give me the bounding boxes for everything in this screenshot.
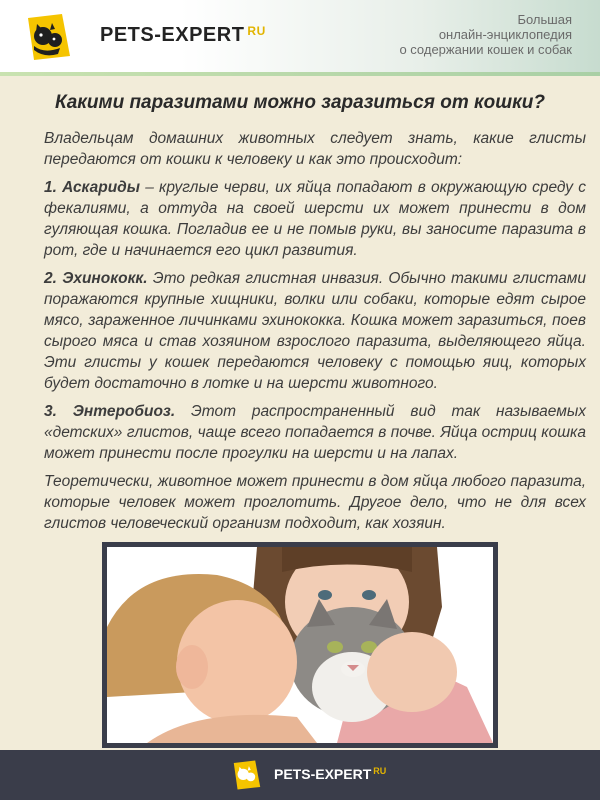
item-separator	[175, 403, 191, 420]
tagline-line: Большая	[517, 12, 572, 27]
article-body	[44, 128, 586, 541]
list-item-ascarids	[44, 177, 586, 261]
site-header	[0, 0, 600, 72]
paw-logo-icon[interactable]	[230, 758, 264, 792]
footer-logo-text[interactable]	[274, 766, 386, 782]
tagline-line: онлайн-энциклопедия	[438, 27, 572, 42]
site-footer	[0, 750, 600, 800]
footer-logo-name: PETS-EXPERT	[274, 766, 372, 782]
children-with-cat-photo	[102, 542, 498, 748]
tagline-line: о содержании кошек и собак	[399, 42, 572, 57]
intro-paragraph: Владельцам домашних животных следует знать, какие глисты передаются от кошки к человеку и как это происходит:	[44, 130, 586, 168]
conclusion-paragraph: Теоретически, животное может принести в дом яйца любого паразита, которые человек может проглотить. Другое дело, что не для всех глистов человеческий организм подходит, как хозяин.	[44, 473, 586, 532]
photo-illustration	[107, 547, 493, 743]
item-text: Этот распространенный вид так называемых «детских» глистов, чаще всего попадается в почве. Яйца остриц кошка может принести после прогулки на шерсти и на лапах.	[44, 403, 586, 462]
logo-name: PETS-EXPERT	[100, 24, 245, 46]
list-item-echinococcus	[44, 268, 586, 394]
list-item-enterobiasis	[44, 401, 586, 464]
article-title: Какими паразитами можно заразиться от кошки?	[55, 92, 545, 113]
site-logo[interactable]	[100, 24, 266, 47]
header-divider	[0, 72, 600, 76]
site-tagline	[332, 12, 572, 57]
item-separator: –	[139, 179, 160, 196]
item-heading: 1. Аскариды	[44, 179, 140, 196]
item-text: Это редкая глистная инвазия. Обычно такими глистами поражаются крупные хищники, волки или собаки, которые едят сырое мясо, зараженное личинками эхинококка. Кошка может заразиться, поев сырого мяса и став хозяином взрослого паразита, выделяющего яйца. Эти глисты у кошек передаются человеку с помощью яиц, которых будет достаточно в лотке и на шерсти животного.	[44, 270, 586, 392]
item-heading: 3. Энтеробиоз.	[44, 403, 176, 420]
logo-suffix: RU	[247, 24, 266, 38]
paw-logo-icon[interactable]	[22, 10, 76, 64]
item-heading: 2. Эхинококк.	[44, 270, 148, 287]
footer-logo-suffix: RU	[373, 766, 387, 776]
item-text: круглые черви, их яйца попадают в окружающую среду с фекалиями, а оттуда на своей шерсти их может принести в дом гуляющая кошка. Погладив ее и не помыв руки, вы заносите паразита в рот, где и начинается его цикл развития.	[44, 179, 586, 259]
